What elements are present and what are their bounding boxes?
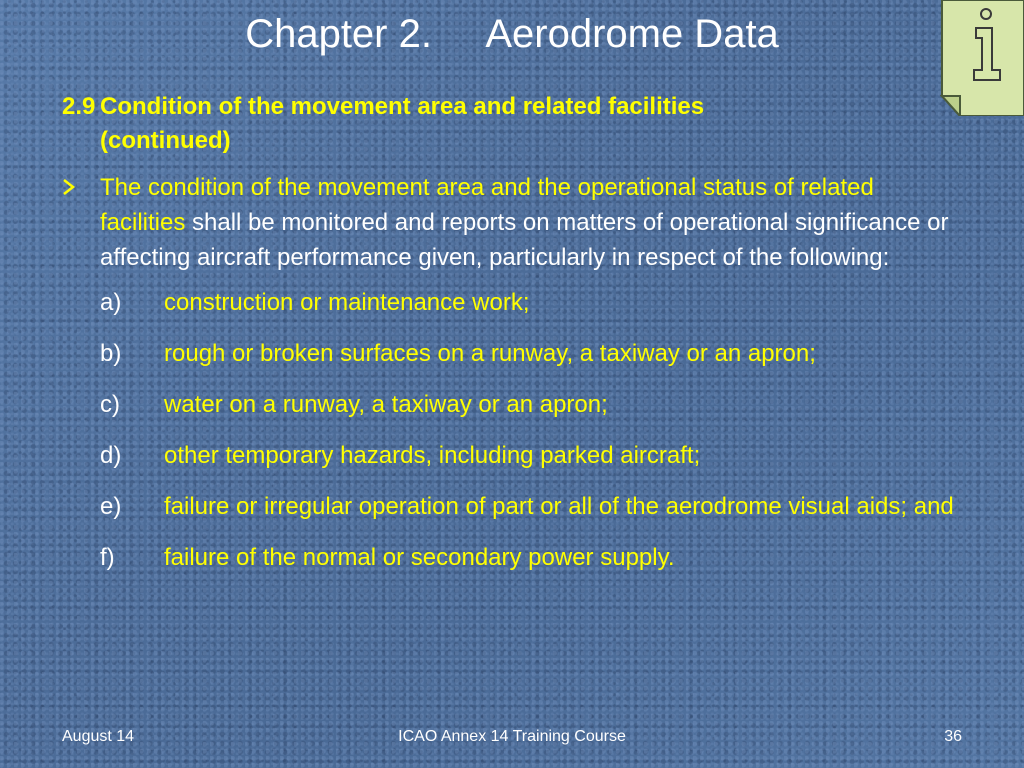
- bullet-paragraph: [62, 170, 962, 275]
- section-continued: (continued): [100, 127, 231, 154]
- list-item: [62, 285, 962, 320]
- slide-title: Chapter 2. Aerodrome Data: [245, 12, 779, 56]
- footer-page-number: 36: [944, 728, 962, 745]
- slide-content: [62, 90, 962, 591]
- list-item: [62, 489, 962, 524]
- list-item: [62, 336, 962, 371]
- list-item-letter: c): [100, 391, 120, 418]
- list-item: [62, 387, 962, 422]
- list-item: [62, 438, 962, 473]
- arrow-bullet-icon: [62, 178, 76, 196]
- footer-date: August 14: [62, 728, 135, 745]
- bullet-body-text: shall be monitored and reports on matters of operational significance or affecting aircraft performance given, particularly in respect of the following:: [100, 209, 949, 271]
- list-item-text: failure of the normal or secondary power supply.: [164, 544, 675, 571]
- condition-list: [62, 285, 962, 575]
- list-item-letter: f): [100, 544, 115, 571]
- list-item-letter: d): [100, 442, 122, 469]
- list-item-letter: e): [100, 493, 122, 520]
- list-item-text: water on a runway, a taxiway or an apron;: [164, 391, 608, 418]
- list-item-text: failure or irregular operation of part or all of the aerodrome visual aids; and: [164, 493, 954, 520]
- bullet-highlight-text: The condition of the movement area and the operational status of related facilities: [100, 174, 874, 236]
- list-item-letter: a): [100, 289, 122, 316]
- section-number: 2.9: [62, 93, 96, 120]
- list-item-letter: b): [100, 340, 122, 367]
- section-heading: [62, 90, 962, 158]
- footer-course-title: ICAO Annex 14 Training Course: [398, 728, 626, 745]
- list-item-text: other temporary hazards, including parked aircraft;: [164, 442, 701, 469]
- section-title: Condition of the movement area and related facilities: [100, 93, 705, 120]
- list-item-text: construction or maintenance work;: [164, 289, 530, 316]
- list-item: [62, 540, 962, 575]
- list-item-text: rough or broken surfaces on a runway, a taxiway or an apron;: [164, 340, 816, 367]
